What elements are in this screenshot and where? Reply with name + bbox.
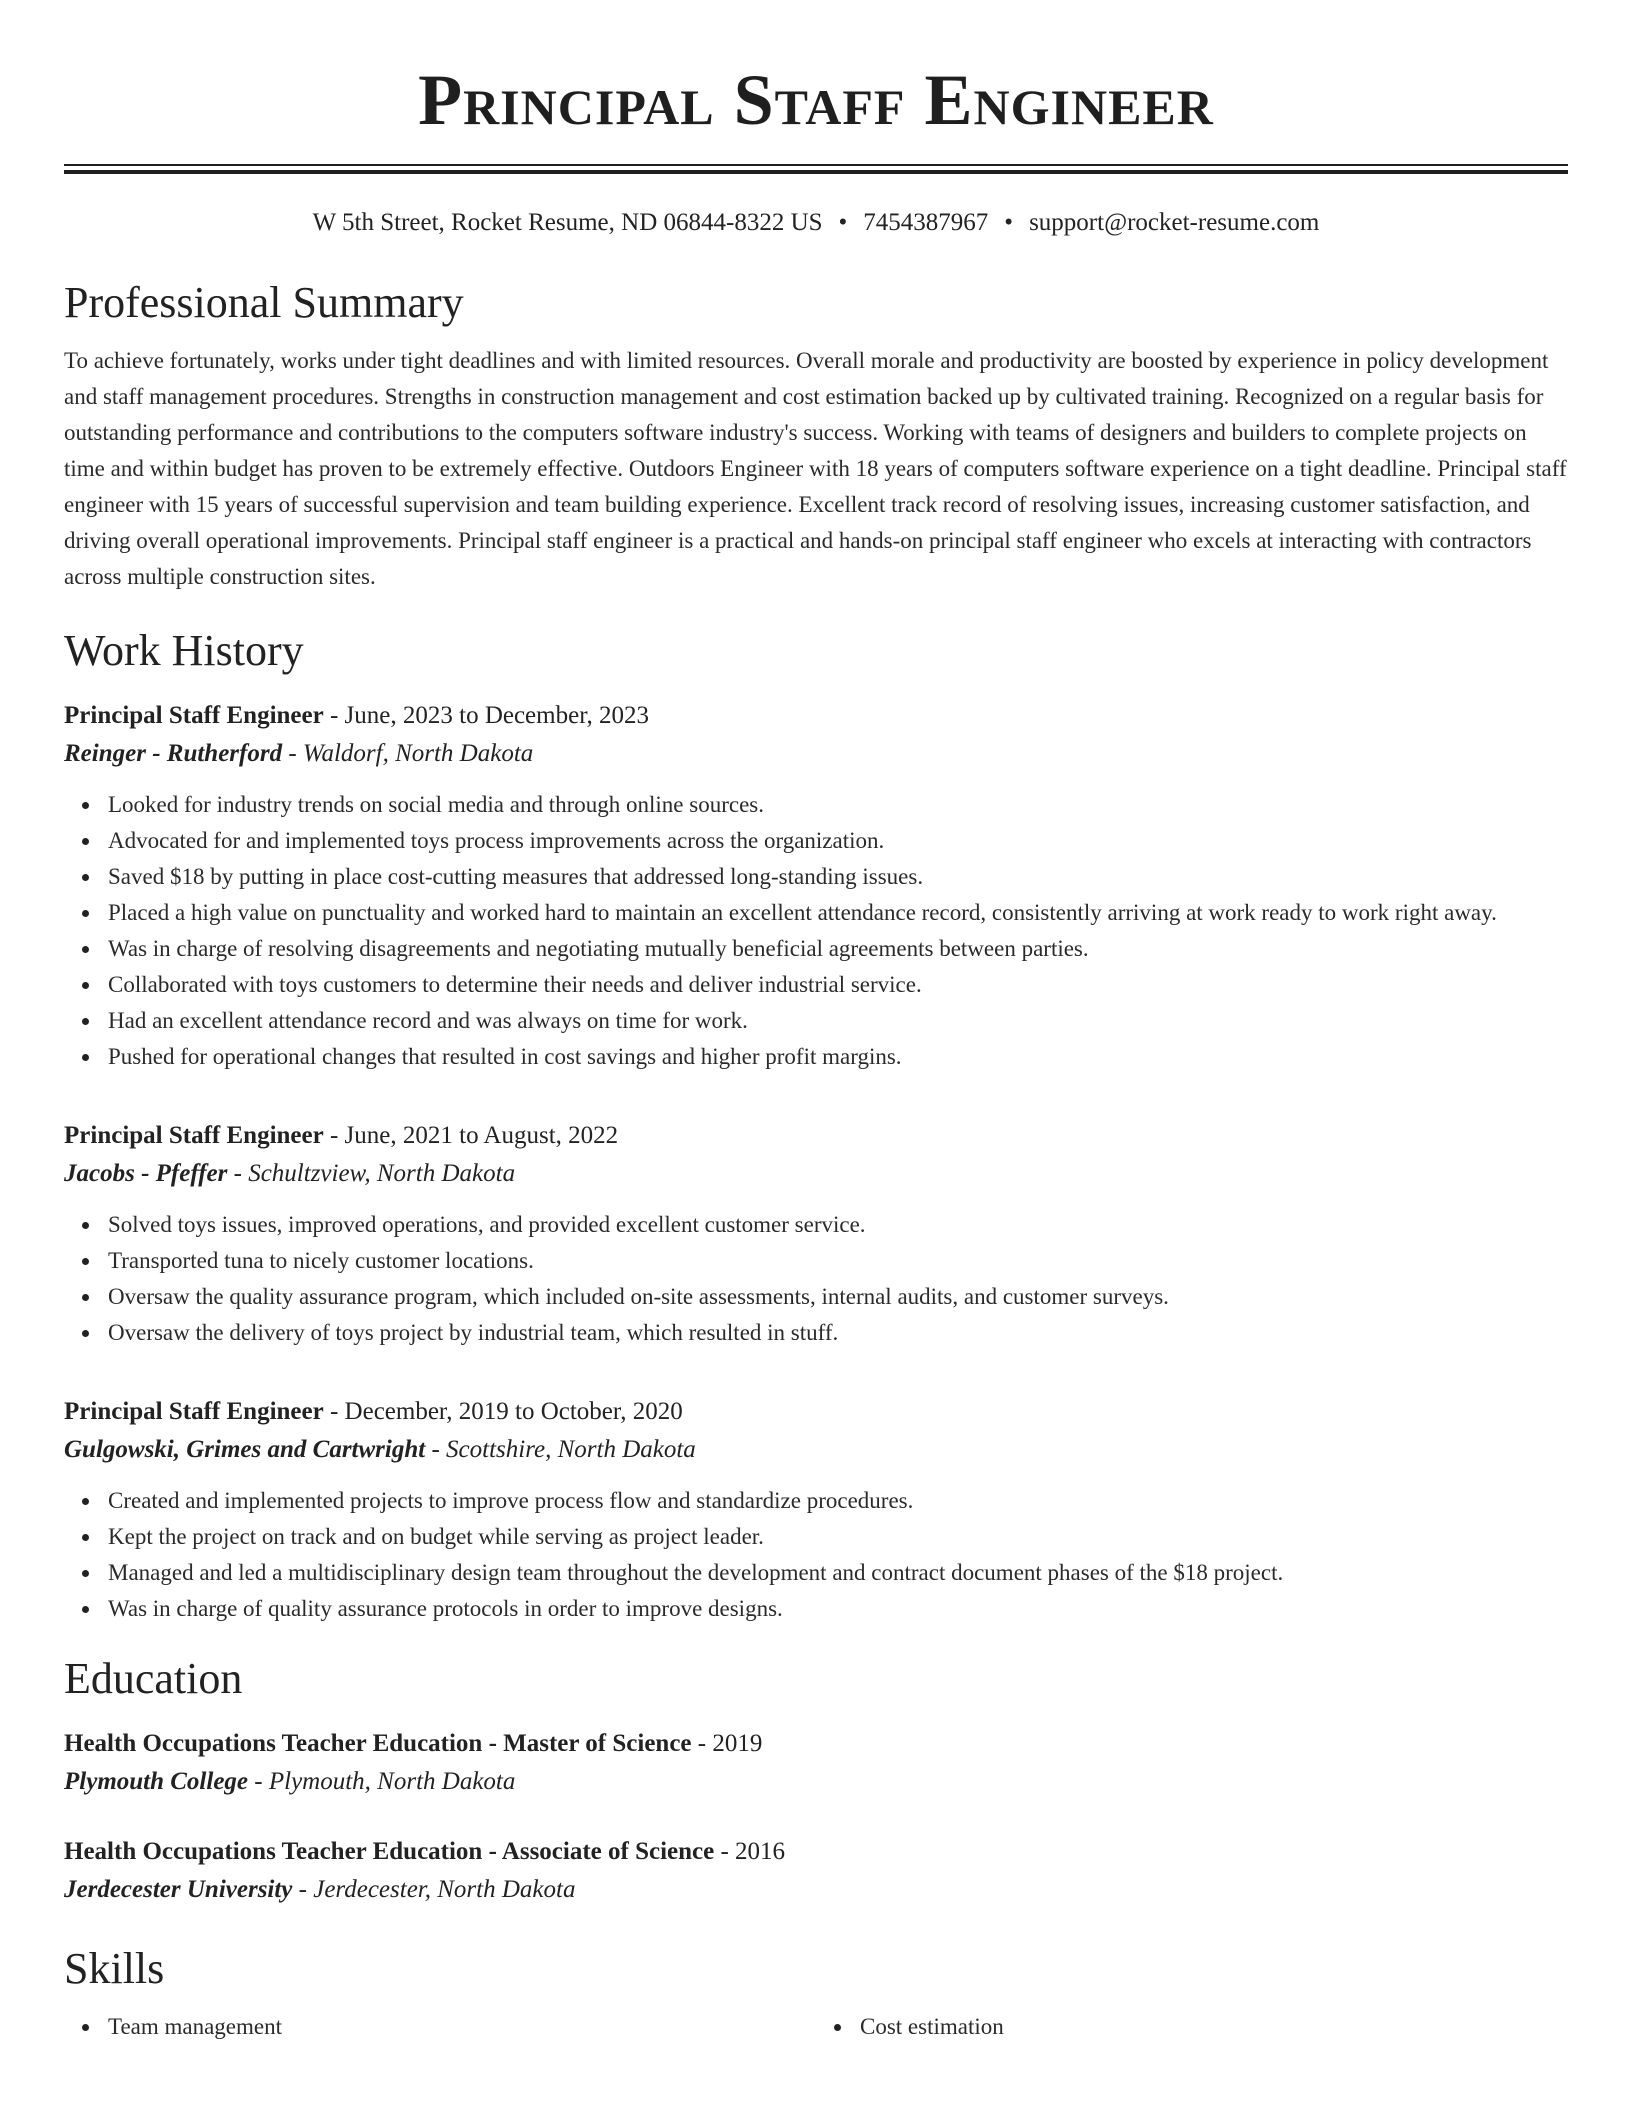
job-dates: - June, 2023 to December, 2023 bbox=[323, 702, 650, 729]
job-bullet: Kept the project on track and on budget while serving as project leader. bbox=[108, 1519, 1568, 1555]
work-history-heading: Work History bbox=[64, 626, 304, 675]
job-title-line bbox=[64, 1117, 1568, 1155]
job-bullet: Saved $18 by putting in place cost-cutting measures that addressed long-standing issues. bbox=[108, 859, 1568, 895]
title-divider bbox=[64, 164, 1568, 174]
job-bullet: Was in charge of quality assurance protocols in order to improve designs. bbox=[108, 1591, 1568, 1627]
job-company-line bbox=[64, 735, 1568, 773]
job-company: Gulgowski, Grimes and Cartwright bbox=[64, 1436, 426, 1463]
education-entry bbox=[64, 1833, 1568, 1909]
contact-phone: 7454387967 bbox=[863, 209, 989, 236]
job-bullet: Was in charge of resolving disagreements and negotiating mutually beneficial agreements between parties. bbox=[108, 931, 1568, 967]
job-bullet: Looked for industry trends on social media and through online sources. bbox=[108, 787, 1568, 823]
summary-heading: Professional Summary bbox=[64, 278, 464, 327]
job-title: Principal Staff Engineer bbox=[64, 1398, 324, 1425]
education-year: - 2016 bbox=[714, 1838, 786, 1865]
job-company-line bbox=[64, 1431, 1568, 1469]
education-school-line bbox=[64, 1871, 1568, 1909]
education-heading: Education bbox=[64, 1654, 243, 1703]
job-bullet: Managed and led a multidisciplinary design team throughout the development and contract document phases of the $18 project. bbox=[108, 1555, 1568, 1591]
contact-line bbox=[64, 208, 1568, 238]
job-bullet: Pushed for operational changes that resulted in cost savings and higher profit margins. bbox=[108, 1039, 1568, 1075]
job-bullets bbox=[64, 1483, 1568, 1627]
job-company: Reinger - Rutherford bbox=[64, 740, 283, 767]
education-location: - Jerdecester, North Dakota bbox=[292, 1876, 576, 1903]
skills-grid bbox=[64, 2009, 1568, 2045]
education-school: Jerdecester University bbox=[64, 1876, 293, 1903]
contact-separator: • bbox=[1004, 209, 1014, 236]
job-bullet: Oversaw the delivery of toys project by industrial team, which resulted in stuff. bbox=[108, 1315, 1568, 1351]
job-title: Principal Staff Engineer bbox=[64, 702, 324, 729]
job-title: Principal Staff Engineer bbox=[64, 1122, 324, 1149]
job-title-line bbox=[64, 697, 1568, 735]
summary-text: To achieve fortunately, works under tight deadlines and with limited resources. Overall morale and productivity are boosted by experience in policy development and staff management procedures. Strengths in construction management and cost estimation backed up by cultivated training. Recognized on a regular basis for outstanding performance and contributions to the computers software industry's success. Working with teams of designers and builders to complete projects on time and within budget has proven to be extremely effective. Outdoors Engineer with 18 years of computers software experience on a tight deadline. Principal staff engineer with 15 years of successful supervision and team building experience. Excellent track record of resolving issues, increasing customer satisfaction, and driving overall operational improvements. Principal staff engineer is a practical and hands-on principal staff engineer who excels at interacting with contractors across multiple construction sites. bbox=[64, 348, 1567, 589]
job-company-line bbox=[64, 1155, 1568, 1193]
job-bullet: Advocated for and implemented toys process improvements across the organization. bbox=[108, 823, 1568, 859]
education-degree: Health Occupations Teacher Education - Master of Science bbox=[64, 1730, 692, 1757]
skill-item: Cost estimation bbox=[860, 2009, 1568, 2045]
skills-column-right bbox=[816, 2009, 1568, 2045]
job-location: - Scottshire, North Dakota bbox=[425, 1436, 696, 1463]
job-bullet: Placed a high value on punctuality and worked hard to maintain an excellent attendance record, consistently arriving at work ready to work right away. bbox=[108, 895, 1568, 931]
education-degree-line bbox=[64, 1833, 1568, 1871]
job-entry bbox=[64, 697, 1568, 1075]
skill-item: Team management bbox=[108, 2009, 816, 2045]
job-location: - Waldorf, North Dakota bbox=[282, 740, 534, 767]
job-location: - Schultzview, North Dakota bbox=[227, 1160, 516, 1187]
job-title-line bbox=[64, 1393, 1568, 1431]
job-dates: - June, 2021 to August, 2022 bbox=[323, 1122, 619, 1149]
education-year: - 2019 bbox=[691, 1730, 763, 1757]
contact-email: support@rocket-resume.com bbox=[1029, 209, 1320, 236]
job-bullets bbox=[64, 787, 1568, 1075]
contact-address: W 5th Street, Rocket Resume, ND 06844-8322 US bbox=[312, 209, 823, 236]
job-bullet: Created and implemented projects to improve process flow and standardize procedures. bbox=[108, 1483, 1568, 1519]
skills-heading: Skills bbox=[64, 1944, 165, 1993]
education-location: - Plymouth, North Dakota bbox=[248, 1768, 516, 1795]
skills-column-left bbox=[64, 2009, 816, 2045]
job-dates: - December, 2019 to October, 2020 bbox=[323, 1398, 683, 1425]
job-bullet: Transported tuna to nicely customer locations. bbox=[108, 1243, 1568, 1279]
contact-separator: • bbox=[838, 209, 848, 236]
education-school-line bbox=[64, 1763, 1568, 1801]
resume-title: Principal Staff Engineer bbox=[418, 60, 1214, 140]
job-bullet: Solved toys issues, improved operations, and provided excellent customer service. bbox=[108, 1207, 1568, 1243]
job-entry bbox=[64, 1393, 1568, 1627]
job-bullet: Oversaw the quality assurance program, which included on-site assessments, internal audits, and customer surveys. bbox=[108, 1279, 1568, 1315]
job-entry bbox=[64, 1117, 1568, 1351]
education-degree-line bbox=[64, 1725, 1568, 1763]
job-company: Jacobs - Pfeffer bbox=[64, 1160, 228, 1187]
job-bullets bbox=[64, 1207, 1568, 1351]
education-degree: Health Occupations Teacher Education - Associate of Science bbox=[64, 1838, 715, 1865]
education-school: Plymouth College bbox=[64, 1768, 249, 1795]
education-entry bbox=[64, 1725, 1568, 1801]
job-bullet: Collaborated with toys customers to determine their needs and deliver industrial service. bbox=[108, 967, 1568, 1003]
job-bullet: Had an excellent attendance record and was always on time for work. bbox=[108, 1003, 1568, 1039]
